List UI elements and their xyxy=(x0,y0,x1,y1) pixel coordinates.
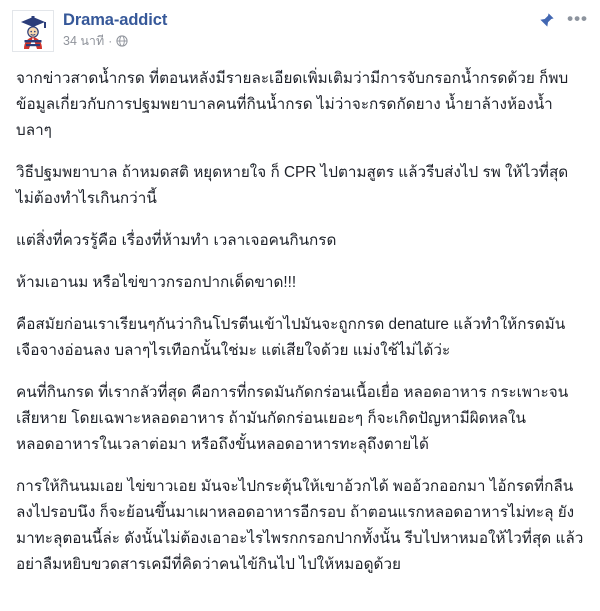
pin-icon[interactable] xyxy=(539,12,555,28)
post-paragraph: จากข่าวสาดน้ำกรด ที่ตอนหลังมีรายละเอียดเพิ่มเติมว่ามีการจับกรอกน้ำกรดด้วย ก็พบข้อมูลเกี่ยวกับการปฐมพยาบาลคนที่กินน้ำกรด ไม่ว่าจะกรดกัดยาง น้ำยาล้างห้องน้ำ บลาๆ xyxy=(16,70,569,139)
post-timestamp[interactable]: 34 นาที xyxy=(63,34,105,48)
post-paragraph: คนที่กินกรด ที่เรากลัวที่สุด คือการที่กรดมันกัดกร่อนเนื้อเยื่อ หลอดอาหาร กระเพาะจนเสียหาย โดยเฉพาะหลอดอาหาร ถ้ามันกัดกร่อนเยอะๆ ก็จะเกิดปัญหามีผิดหลในหลอดอาหารในเวลาต่อมา หรือถึงขั้นหลอดอาหารทะลุถึงตายได้ xyxy=(16,384,569,453)
post-paragraph: วิธีปฐมพยาบาล ถ้าหมดสติ หยุดหายใจ ก็ CPR ไปตามสูตร แล้วรีบส่งไป รพ ให้ไวที่สุด ไม่ต้องทำไรเกินกว่านี้ xyxy=(16,164,569,207)
post-menu-button[interactable]: ••• xyxy=(567,9,588,28)
post-header xyxy=(0,0,600,58)
post-paragraph: แต่สิ่งที่ควรรู้คือ เรื่องที่ห้ามทำ เวลาเจอคนกินกรด xyxy=(16,232,337,249)
globe-icon[interactable] xyxy=(116,35,128,47)
post-paragraph: คือสมัยก่อนเราเรียนๆกันว่ากินโปรตีนเข้าไปมันจะถูกกรด denature แล้วทำให้กรดมันเจือจางอ่อนลง บลาๆไรเทือกนั้นใช่มะ แต่เสียใจด้วย แม่งใช้ไม่ได้ว่ะ xyxy=(16,316,566,359)
meta-separator: · xyxy=(108,34,113,48)
post-paragraph: ห้ามเอานม หรือไข่ขาวกรอกปากเด็ดขาด!!! xyxy=(16,274,297,291)
post-header-actions xyxy=(539,10,588,28)
post-author-name[interactable]: Drama-addict xyxy=(63,11,168,29)
post-body xyxy=(0,58,600,590)
post-header-text xyxy=(63,10,539,49)
post-paragraph: การให้กินนมเอย ไข่ขาวเอย มันจะไปกระตุ้นให้เขาอ้วกได้ พออ้วกออกมา ไอ้กรดที่กลืนลงไปรอบนึง ก็จะย้อนขึ้นมาเผาหลอดอาหารอีกรอบ ถ้าตอนแรกหลอดอาหารไม่ทะลุ ยังมาทะลุตอนนี้ล่ะ ดังนั้นไม่ต้องเอาอะไรไพรกกรอกปากทั้งนั้น รีบไปหาหมอให้ไวที่สุด แล้วอย่าลืมหยิบขวดสารเคมีที่คิดว่าคนไข้กินไป ไปให้หมอดูด้วย xyxy=(16,478,584,573)
avatar[interactable] xyxy=(12,10,54,52)
post-meta xyxy=(63,33,539,49)
